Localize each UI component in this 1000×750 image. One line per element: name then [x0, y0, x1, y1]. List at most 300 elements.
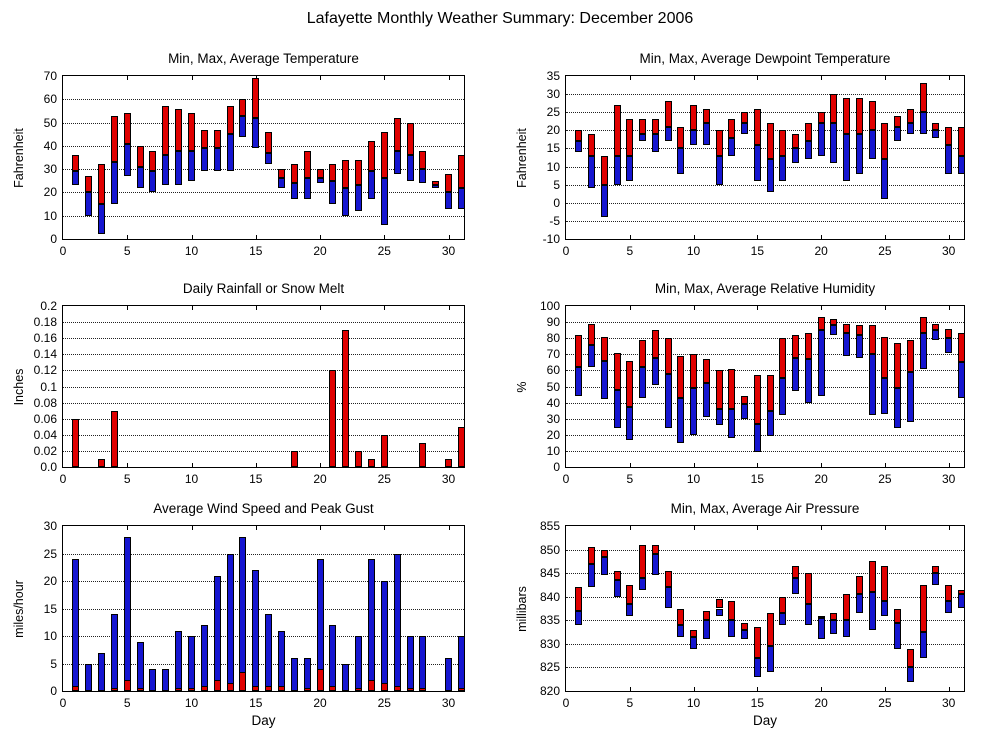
x-tick-label: 15	[249, 472, 263, 486]
bar-avg-wind-day-21	[329, 686, 336, 692]
x-tick-mark	[192, 526, 193, 530]
bar-min-avg-day-12	[214, 148, 221, 171]
x-tick-label: 5	[123, 244, 131, 258]
x-tick-mark	[949, 526, 950, 530]
x-tick-mark	[256, 306, 257, 310]
bar-avg-wind-day-6	[137, 688, 144, 691]
bar-avg-max-day-25	[881, 123, 888, 159]
bar-min-avg-day-14	[239, 116, 246, 137]
bar-avg-wind-day-24	[368, 680, 375, 691]
x-tick-mark	[757, 76, 758, 80]
gridline	[63, 99, 464, 100]
bar-avg-max-day-13	[728, 369, 735, 409]
x-tick-label: 25	[878, 244, 892, 258]
bar-min-avg-day-21	[830, 325, 837, 335]
bar-avg-max-day-1	[575, 130, 582, 141]
x-tick-mark	[757, 463, 758, 467]
bar-min-avg-day-15	[754, 424, 761, 453]
bar-avg-max-day-31	[958, 333, 965, 362]
bar-rain-day-4	[111, 411, 118, 467]
bar-avg-wind-day-4	[111, 688, 118, 691]
bar-min-avg-day-24	[869, 592, 876, 630]
y-tick-label: 820	[539, 684, 560, 698]
bar-avg-max-day-22	[843, 594, 850, 620]
bar-min-avg-day-2	[588, 564, 595, 588]
bar-avg-max-day-19	[304, 151, 311, 179]
x-tick-label: 20	[313, 244, 327, 258]
y-tick-label: 0.2	[40, 299, 57, 313]
x-tick-label: 10	[686, 472, 701, 486]
bar-gust-day-13	[227, 554, 234, 692]
x-tick-mark	[694, 687, 695, 691]
x-tick-mark	[630, 235, 631, 239]
x-tick-label: 0	[562, 696, 570, 710]
chart-temperature	[12, 51, 465, 258]
bar-min-avg-day-3	[601, 557, 608, 576]
y-tick-label: 835	[539, 613, 560, 628]
bar-avg-max-day-6	[137, 146, 144, 167]
bar-min-avg-day-5	[124, 144, 131, 177]
x-tick-label: 30	[942, 244, 956, 258]
bar-avg-max-day-22	[342, 160, 349, 188]
bar-min-avg-day-21	[830, 620, 837, 634]
gridline	[566, 573, 964, 574]
x-tick-mark	[885, 526, 886, 530]
bar-avg-max-day-30	[945, 329, 952, 339]
bar-avg-max-day-8	[665, 338, 672, 373]
bar-min-avg-day-25	[881, 378, 888, 413]
bar-avg-max-day-5	[124, 113, 131, 143]
bar-avg-max-day-5	[626, 585, 633, 604]
x-tick-mark	[694, 76, 695, 80]
x-tick-label: 0	[562, 244, 570, 258]
plot-area-rainfall	[33, 299, 465, 486]
bar-min-avg-day-11	[703, 383, 710, 417]
bar-avg-max-day-24	[869, 101, 876, 130]
x-tick-mark	[320, 235, 321, 239]
bar-avg-max-day-17	[779, 338, 786, 378]
bar-rain-day-22	[342, 330, 349, 467]
bar-avg-max-day-24	[869, 561, 876, 592]
bar-avg-max-day-16	[265, 132, 272, 153]
bar-avg-max-day-8	[665, 101, 672, 126]
y-tick-label: 5	[50, 656, 57, 671]
x-tick-mark	[127, 235, 128, 239]
y-tick-label: 10	[43, 629, 57, 643]
bar-gust-day-25	[381, 581, 388, 691]
y-tick-label: 845	[539, 566, 560, 581]
bar-avg-max-day-21	[830, 613, 837, 620]
x-tick-label: 15	[249, 696, 263, 710]
y-tick-label: 70	[546, 347, 560, 362]
y-tick-label: -10	[542, 232, 560, 246]
bar-min-avg-day-28	[920, 632, 927, 658]
bar-avg-max-day-16	[767, 123, 774, 159]
x-tick-label: 30	[441, 244, 456, 258]
plot-area-pressure	[539, 519, 965, 710]
y-tick-label: 35	[546, 69, 560, 83]
bar-avg-max-day-26	[394, 118, 401, 151]
bar-min-avg-day-21	[830, 123, 837, 163]
bar-min-avg-day-8	[162, 155, 169, 185]
x-tick-mark	[127, 306, 128, 310]
bar-min-avg-day-1	[575, 141, 582, 152]
y-tick-label: 0.04	[33, 427, 57, 442]
y-tick-label: 0.02	[33, 443, 57, 458]
bar-gust-day-16	[265, 614, 272, 691]
bar-avg-max-day-25	[881, 566, 888, 601]
bar-min-avg-day-18	[291, 183, 298, 199]
bar-min-avg-day-19	[805, 141, 812, 159]
y-tick-label: 30	[43, 519, 57, 533]
x-tick-mark	[885, 687, 886, 691]
bar-avg-max-day-10	[690, 105, 697, 130]
x-tick-label: 30	[441, 472, 456, 486]
y-tick-label: 0	[553, 460, 560, 474]
bar-avg-wind-day-9	[175, 688, 182, 691]
bar-avg-max-day-21	[830, 94, 837, 123]
bar-min-avg-day-16	[767, 646, 774, 672]
bar-avg-max-day-21	[830, 319, 837, 325]
x-tick-label: 15	[750, 472, 765, 486]
x-tick-mark	[449, 76, 450, 80]
bar-avg-max-day-15	[754, 375, 761, 423]
bar-min-avg-day-5	[626, 604, 633, 616]
bar-min-avg-day-22	[843, 333, 850, 356]
y-axis-label-pressure: millibars	[515, 585, 529, 632]
gridline	[566, 322, 964, 323]
bar-min-avg-day-7	[149, 171, 156, 192]
bar-min-avg-day-26	[894, 623, 901, 649]
x-tick-mark	[821, 235, 822, 239]
bar-gust-day-31	[458, 636, 465, 691]
y-tick-label: 15	[43, 601, 57, 616]
bar-avg-max-day-11	[201, 130, 208, 149]
bar-gust-day-18	[291, 658, 298, 691]
bar-min-avg-day-12	[716, 409, 723, 425]
bar-avg-max-day-13	[227, 106, 234, 134]
x-tick-label: 0	[59, 472, 67, 486]
bar-avg-max-day-24	[869, 325, 876, 354]
gridline	[566, 185, 964, 186]
bar-avg-max-day-29	[932, 324, 939, 330]
bar-min-avg-day-11	[703, 123, 710, 145]
bar-gust-day-27	[407, 636, 414, 691]
bar-avg-max-day-26	[894, 116, 901, 127]
bar-avg-wind-day-27	[407, 688, 414, 691]
bar-avg-max-day-7	[149, 151, 156, 172]
bar-avg-max-day-8	[162, 106, 169, 155]
bar-avg-wind-day-15	[252, 686, 259, 692]
bar-avg-max-day-5	[626, 361, 633, 408]
bar-avg-max-day-27	[907, 109, 914, 123]
page-title: Lafayette Monthly Weather Summary: December 2006	[306, 10, 694, 27]
gridline	[566, 644, 964, 645]
bar-min-avg-day-22	[342, 188, 349, 216]
bar-min-avg-day-14	[741, 404, 748, 418]
chart-title-humidity: Min, Max, Average Relative Humidity	[654, 281, 876, 296]
x-tick-mark	[821, 526, 822, 530]
bar-gust-day-22	[342, 664, 349, 692]
bar-avg-max-day-25	[881, 337, 888, 379]
bar-avg-max-day-29	[432, 181, 439, 186]
bar-min-avg-day-20	[818, 123, 825, 156]
bar-avg-max-day-17	[779, 130, 786, 155]
bar-min-avg-day-10	[690, 130, 697, 144]
x-tick-mark	[757, 306, 758, 310]
bar-min-avg-day-4	[614, 156, 621, 185]
bar-rain-day-25	[381, 435, 388, 467]
bar-min-avg-day-23	[856, 134, 863, 174]
x-tick-mark	[949, 306, 950, 310]
y-tick-label: 10	[43, 208, 57, 223]
bar-avg-max-day-30	[445, 174, 452, 193]
x-tick-mark	[320, 306, 321, 310]
bar-avg-max-day-20	[818, 112, 825, 123]
x-tick-mark	[192, 235, 193, 239]
bar-avg-wind-day-31	[458, 688, 465, 691]
bar-min-avg-day-24	[869, 354, 876, 415]
y-tick-label: 825	[539, 660, 560, 675]
bar-avg-max-day-22	[843, 324, 850, 334]
y-tick-label: 90	[546, 315, 560, 330]
x-tick-mark	[821, 306, 822, 310]
bar-avg-wind-day-16	[265, 686, 272, 692]
y-axis-label-rainfall: Inches	[12, 368, 26, 405]
x-tick-label: 10	[184, 244, 199, 258]
bar-min-avg-day-20	[818, 330, 825, 396]
bar-min-avg-day-5	[626, 407, 633, 439]
y-tick-label: 70	[43, 69, 57, 83]
bar-avg-max-day-20	[818, 317, 825, 330]
y-tick-label: 855	[539, 519, 560, 533]
bar-avg-max-day-15	[754, 109, 761, 145]
y-tick-label: 20	[43, 185, 57, 200]
x-tick-mark	[384, 306, 385, 310]
bar-avg-max-day-14	[239, 99, 246, 115]
x-tick-mark	[192, 76, 193, 80]
bar-min-avg-day-27	[907, 123, 914, 134]
x-tick-mark	[127, 463, 128, 467]
gridline	[63, 387, 464, 388]
x-tick-mark	[630, 463, 631, 467]
bar-avg-max-day-27	[407, 123, 414, 156]
bar-avg-wind-day-28	[419, 688, 426, 691]
bar-min-avg-day-16	[265, 153, 272, 165]
x-tick-mark	[320, 76, 321, 80]
bar-min-avg-day-29	[432, 185, 439, 187]
bar-min-avg-day-14	[741, 630, 748, 639]
bar-avg-max-day-1	[575, 587, 582, 611]
bar-avg-max-day-14	[741, 112, 748, 123]
bar-gust-day-11	[201, 625, 208, 691]
y-tick-label: 50	[43, 115, 57, 130]
bar-avg-wind-day-25	[381, 683, 388, 691]
y-tick-label: 0.0	[40, 460, 57, 474]
bar-avg-max-day-3	[601, 156, 608, 185]
gridline	[63, 354, 464, 355]
x-tick-label: 0	[59, 696, 67, 710]
y-tick-label: 15	[546, 141, 560, 156]
bar-avg-max-day-6	[639, 340, 646, 367]
bar-avg-max-day-9	[677, 356, 684, 398]
y-tick-label: 850	[539, 542, 560, 557]
bar-min-avg-day-17	[779, 156, 786, 181]
gridline	[566, 203, 964, 204]
x-tick-mark	[821, 76, 822, 80]
bar-avg-max-day-4	[614, 571, 621, 580]
bar-avg-max-day-29	[932, 566, 939, 573]
bar-avg-max-day-20	[818, 616, 825, 618]
bar-avg-max-day-28	[920, 83, 927, 112]
bar-gust-day-26	[394, 554, 401, 692]
bar-min-avg-day-26	[894, 388, 901, 428]
bar-min-avg-day-17	[779, 378, 786, 415]
bar-min-avg-day-4	[111, 162, 118, 204]
bar-avg-max-day-2	[85, 176, 92, 192]
bar-avg-max-day-27	[907, 340, 914, 372]
bar-min-avg-day-8	[665, 374, 672, 429]
x-tick-label: 20	[814, 472, 828, 486]
bar-min-avg-day-5	[626, 156, 633, 181]
x-tick-label: 5	[123, 472, 131, 486]
bar-min-avg-day-28	[920, 333, 927, 368]
x-axis-label-wind: Day	[251, 713, 276, 728]
chart-rainfall	[12, 281, 465, 486]
bar-min-avg-day-1	[575, 611, 582, 625]
bar-avg-max-day-19	[805, 573, 812, 604]
bar-gust-day-28	[419, 636, 426, 691]
bar-min-avg-day-31	[958, 594, 965, 608]
x-tick-mark	[885, 306, 886, 310]
bar-avg-max-day-15	[252, 78, 259, 118]
bar-min-avg-day-11	[703, 620, 710, 639]
x-tick-mark	[949, 463, 950, 467]
x-tick-label: 10	[686, 244, 701, 258]
bar-min-avg-day-6	[639, 367, 646, 398]
x-tick-label: 20	[814, 696, 828, 710]
chart-title-dewpoint: Min, Max, Average Dewpoint Temperature	[639, 51, 891, 66]
x-tick-label: 0	[562, 472, 570, 486]
bar-min-avg-day-2	[588, 156, 595, 189]
x-tick-mark	[694, 463, 695, 467]
x-tick-label: 5	[123, 696, 131, 710]
bar-avg-max-day-11	[703, 109, 710, 123]
y-tick-label: 0	[553, 195, 560, 210]
y-tick-label: 25	[546, 105, 560, 120]
bar-avg-max-day-12	[214, 130, 221, 149]
bar-avg-max-day-20	[317, 169, 324, 178]
chart-title-rainfall: Daily Rainfall or Snow Melt	[182, 281, 345, 296]
plot-area-dewpoint	[542, 69, 965, 258]
x-tick-label: 5	[626, 696, 634, 710]
bar-min-avg-day-26	[894, 127, 901, 141]
bar-min-avg-day-13	[728, 620, 735, 637]
y-tick-label: 0.18	[33, 315, 57, 330]
y-tick-label: 0.12	[33, 363, 57, 378]
y-tick-label: 25	[43, 546, 57, 561]
bar-avg-max-day-29	[932, 123, 939, 130]
gridline	[63, 192, 464, 193]
bar-min-avg-day-12	[716, 156, 723, 185]
y-tick-label: 0.1	[40, 379, 57, 394]
bar-avg-wind-day-20	[317, 669, 324, 691]
x-tick-mark	[885, 463, 886, 467]
bar-min-avg-day-6	[639, 134, 646, 141]
y-tick-label: 0	[50, 684, 57, 698]
bar-avg-max-day-12	[716, 599, 723, 608]
x-tick-label: 10	[184, 472, 199, 486]
bar-rain-day-30	[445, 459, 452, 467]
x-tick-mark	[630, 306, 631, 310]
bar-min-avg-day-22	[843, 620, 850, 637]
bar-avg-max-day-7	[652, 119, 659, 133]
y-tick-label: 20	[546, 427, 560, 442]
bar-avg-max-day-22	[843, 98, 850, 134]
bar-min-avg-day-17	[779, 613, 786, 625]
bar-avg-max-day-2	[588, 547, 595, 564]
gridline	[566, 112, 964, 113]
bar-avg-wind-day-23	[355, 688, 362, 691]
bar-min-avg-day-20	[317, 178, 324, 183]
bar-gust-day-4	[111, 614, 118, 691]
bar-avg-max-day-11	[703, 611, 710, 620]
x-tick-mark	[127, 76, 128, 80]
x-tick-mark	[256, 526, 257, 530]
bar-rain-day-18	[291, 451, 298, 467]
y-tick-label: 0.14	[33, 347, 57, 362]
bar-min-avg-day-20	[818, 618, 825, 639]
chart-pressure	[515, 501, 965, 728]
bar-avg-max-day-31	[958, 590, 965, 595]
y-tick-label: 40	[546, 395, 560, 410]
bar-min-avg-day-26	[394, 151, 401, 174]
x-tick-label: 20	[313, 696, 327, 710]
plot-area-humidity	[539, 299, 965, 486]
bar-avg-max-day-16	[767, 375, 774, 410]
bar-avg-max-day-28	[419, 151, 426, 170]
bar-min-avg-day-25	[881, 601, 888, 615]
y-axis-label-temperature: Fahrenheit	[12, 127, 26, 188]
y-tick-label: 0.16	[33, 331, 57, 346]
gridline	[566, 221, 964, 222]
y-tick-label: 840	[539, 589, 560, 604]
bar-rain-day-28	[419, 443, 426, 467]
bar-avg-wind-day-17	[278, 686, 285, 692]
x-tick-mark	[256, 235, 257, 239]
x-tick-mark	[694, 526, 695, 530]
x-tick-mark	[630, 76, 631, 80]
x-tick-mark	[885, 76, 886, 80]
bar-gust-day-9	[175, 631, 182, 692]
bar-avg-wind-day-1	[72, 686, 79, 692]
bar-rain-day-24	[368, 459, 375, 467]
bar-avg-max-day-28	[920, 317, 927, 333]
x-tick-label: 5	[626, 244, 634, 258]
bar-min-avg-day-23	[856, 594, 863, 613]
y-tick-label: 60	[546, 363, 560, 378]
bar-avg-max-day-3	[98, 164, 105, 204]
bar-rain-day-31	[458, 427, 465, 467]
x-tick-label: 30	[942, 472, 956, 486]
gridline	[63, 451, 464, 452]
x-tick-mark	[949, 76, 950, 80]
bar-min-avg-day-11	[201, 148, 208, 171]
bar-avg-max-day-2	[588, 324, 595, 345]
bar-min-avg-day-18	[792, 578, 799, 595]
x-tick-label: 10	[686, 696, 701, 710]
y-tick-label: 40	[43, 138, 57, 153]
